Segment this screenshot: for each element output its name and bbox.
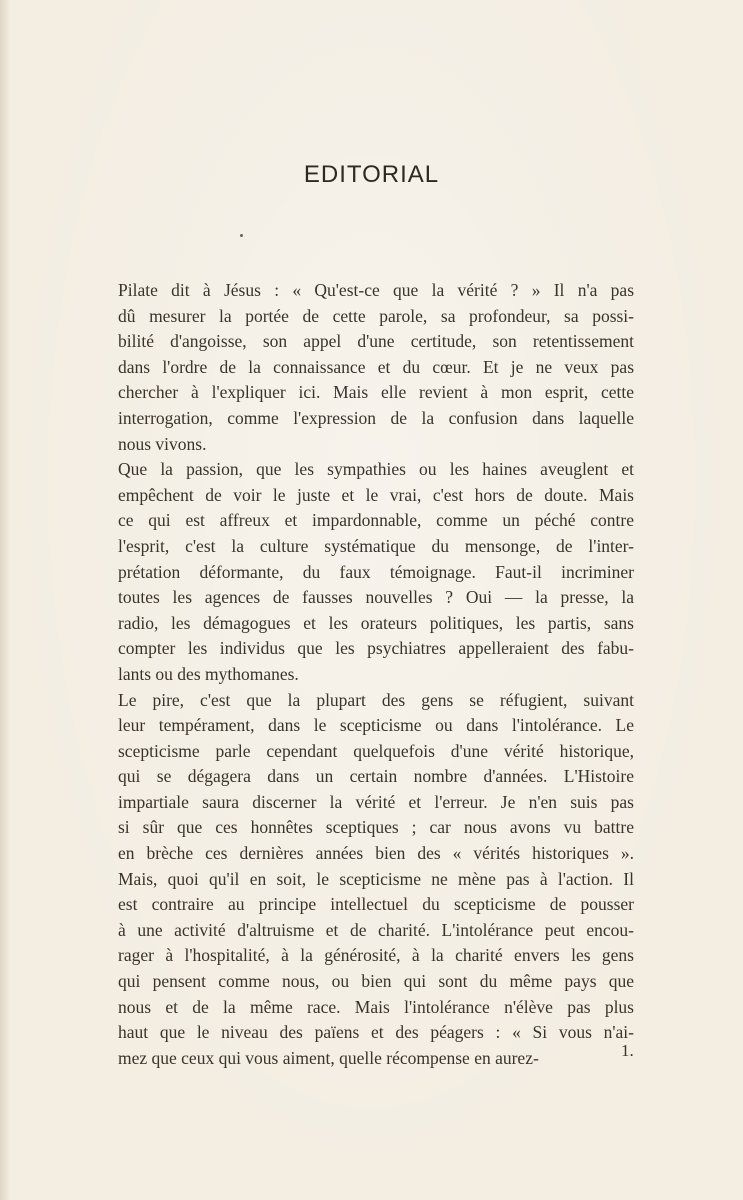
text-line: impartiale saura discerner la vérité et l'erreur. Je n'en suis pas: [118, 791, 634, 812]
text-line: compter les individus que les psychiatres appelleraient des fabu-: [118, 638, 634, 659]
text-line: haut que le niveau des païens et des péagers : « Si vous n'ai-: [118, 1022, 634, 1043]
text-line: nous vivons.: [118, 433, 207, 454]
text-line: est contraire au principe intellectuel du scepticisme de pousser: [118, 894, 634, 915]
text-line: Que la passion, que les sympathies ou les haines aveuglent et: [118, 459, 634, 480]
paragraph: [118, 688, 634, 1072]
text-line: chercher à l'expliquer ici. Mais elle revient à mon esprit, cette: [118, 382, 634, 403]
text-line: empêchent de voir le juste et le vrai, c'est hors de doute. Mais: [118, 484, 634, 505]
text-line: scepticisme parle cependant quelquefois d'une vérité historique,: [118, 740, 634, 761]
text-line: dans l'ordre de la connaissance et du cœur. Et je ne veux pas: [118, 356, 634, 377]
text-line: rager à l'hospitalité, à la générosité, à la charité envers les gens: [118, 945, 634, 966]
article-body: [118, 278, 634, 1071]
text-line: radio, les démagogues et les orateurs politiques, les partis, sans: [118, 612, 634, 633]
page-title: EDITORIAL: [303, 161, 440, 188]
text-line: à une activité d'altruisme et de charité. L'intolérance peut encou-: [118, 919, 634, 940]
text-line: Mais, quoi qu'il en soit, le scepticisme ne mène pas à l'action. Il: [118, 868, 634, 889]
text-line: nous et de la même race. Mais l'intolérance n'élève pas plus: [118, 996, 634, 1017]
page-number: 1.: [621, 1041, 634, 1060]
text-line: l'esprit, c'est la culture systématique du mensonge, de l'inter-: [118, 535, 634, 556]
text-line: prétation déformante, du faux témoignage. Faut-il incriminer: [118, 561, 634, 582]
text-line: dû mesurer la portée de cette parole, sa profondeur, sa possi-: [118, 305, 634, 326]
paragraph: [118, 457, 634, 687]
text-line: interrogation, comme l'expression de la confusion dans laquelle: [118, 407, 634, 428]
paragraph: [118, 278, 634, 457]
text-line: toutes les agences de fausses nouvelles ? Oui — la presse, la: [118, 587, 634, 608]
text-line: lants ou des mythomanes.: [118, 663, 299, 684]
text-line: Pilate dit à Jésus : « Qu'est-ce que la vérité ? » Il n'a pas: [118, 280, 634, 300]
text-line: qui pensent comme nous, ou bien qui sont du même pays que: [118, 971, 634, 992]
text-line: leur tempérament, dans le scepticisme ou dans l'intolérance. Le: [118, 715, 634, 736]
text-line: si sûr que ces honnêtes sceptiques ; car nous avons vu battre: [118, 817, 634, 838]
text-line: en brèche ces dernières années bien des « vérités historiques ».: [118, 843, 634, 864]
text-line: mez que ceux qui vous aiment, quelle récompense en aurez-: [118, 1047, 539, 1068]
text-line: bilité d'angoisse, son appel d'une certitude, son retentissement: [118, 331, 634, 352]
text-line: ce qui est affreux et impardonnable, comme un péché contre: [118, 510, 634, 531]
text-line: qui se dégagera dans un certain nombre d'années. L'Histoire: [118, 766, 634, 787]
ornament-dot: [240, 234, 243, 237]
text-line: Le pire, c'est que la plupart des gens se réfugient, suivant: [118, 689, 634, 710]
